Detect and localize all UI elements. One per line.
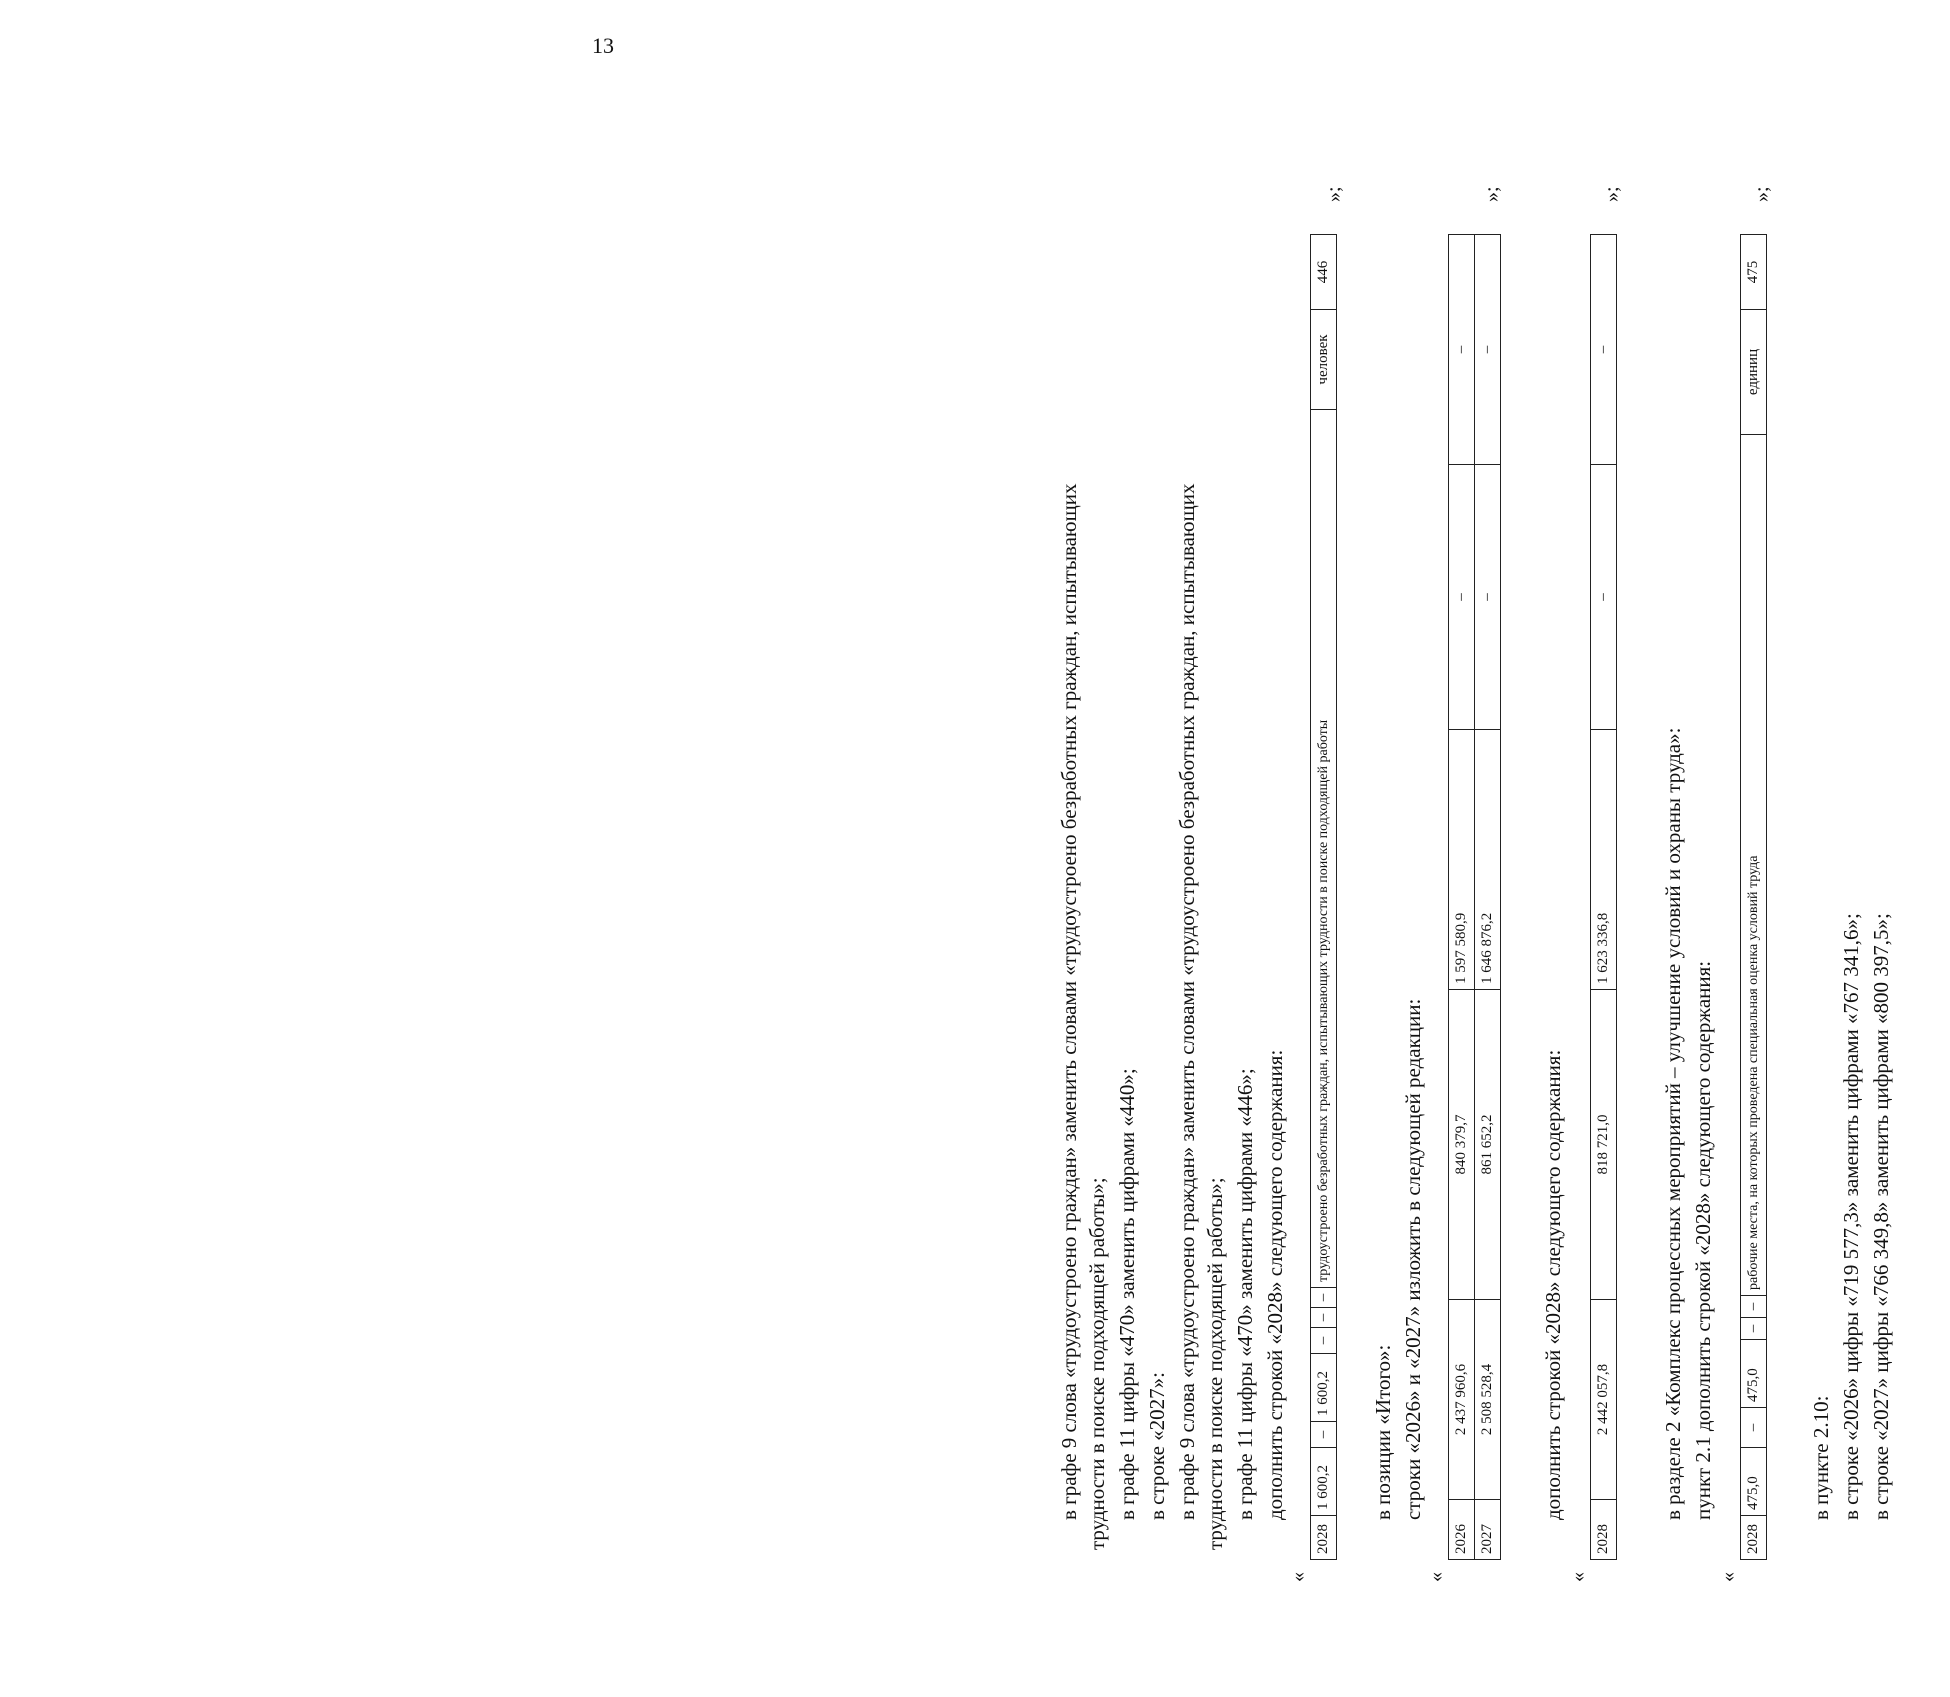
- cell-year: 2028: [1591, 1500, 1617, 1560]
- cell-value: 1 600,2: [1311, 1354, 1337, 1422]
- quote-open: «: [1287, 1572, 1309, 1582]
- table-row: [1475, 235, 1501, 1560]
- page-number: 13: [592, 33, 614, 58]
- paragraph-add-2028: дополнить строкой «2028» следующего содержания:: [1263, 1049, 1287, 1520]
- cell-value: 840 379,7: [1449, 990, 1475, 1300]
- cell-value: 861 652,2: [1475, 990, 1501, 1300]
- paragraph-graph9-2027-line2: трудности в поиске подходящей работы»;: [1203, 1177, 1227, 1550]
- cell-dash: –: [1741, 1296, 1767, 1318]
- cell-value: 1 646 876,2: [1475, 730, 1501, 990]
- cell-year: 2028: [1311, 1516, 1337, 1560]
- cell-dash: –: [1591, 235, 1617, 465]
- cell-unit: единиц: [1741, 310, 1767, 435]
- paragraph-graph11-446: в графе 11 цифры «470» заменить цифрами «446»;: [1233, 1068, 1257, 1520]
- cell-dash: –: [1475, 465, 1501, 730]
- cell-dash: –: [1311, 1288, 1337, 1308]
- quote-close: »;: [1751, 186, 1773, 202]
- table-itogo-2028: [1590, 234, 1617, 1560]
- cell-dash: –: [1311, 1328, 1337, 1354]
- quote-open: «: [1717, 1572, 1739, 1582]
- paragraph-rows-2026-2027: строки «2026» и «2027» изложить в следующей редакции:: [1401, 998, 1425, 1520]
- cell-unit: человек: [1311, 310, 1337, 410]
- paragraph-graph9-2027-line1: в графе 9 слова «трудоустроено граждан» заменить словами «трудоустроено безработных граждан, испытывающих: [1175, 483, 1199, 1520]
- paragraph-point-2-1: пункт 2.1 дополнить строкой «2028» следующего содержания:: [1691, 960, 1715, 1520]
- paragraph-row-2026-replace: в строке «2026» цифры «719 577,3» заменить цифрами «767 341,6»;: [1839, 913, 1863, 1520]
- cell-value: 1 597 580,9: [1449, 730, 1475, 990]
- cell-year: 2028: [1741, 1516, 1767, 1560]
- quote-close: »;: [1323, 186, 1345, 202]
- cell-dash: –: [1311, 1308, 1337, 1328]
- cell-dash: –: [1741, 1408, 1767, 1448]
- paragraph-section-2: в разделе 2 «Комплекс процессных мероприятий – улучшение условий и охраны труда»:: [1661, 727, 1685, 1520]
- cell-value: 475,0: [1741, 1448, 1767, 1516]
- cell-indicator: рабочие места, на которых проведена специальная оценка условий труда: [1741, 435, 1767, 1296]
- cell-dash: –: [1449, 465, 1475, 730]
- paragraph-add-2028-itogo: дополнить строкой «2028» следующего содержания:: [1541, 1049, 1565, 1520]
- cell-dash: –: [1449, 235, 1475, 465]
- quote-close: »;: [1481, 186, 1503, 202]
- cell-dash: –: [1311, 1422, 1337, 1448]
- table-2028-labor-safety: [1740, 234, 1767, 1560]
- rotated-content: [1050, 90, 1950, 1582]
- cell-dash: –: [1741, 1318, 1767, 1340]
- table-row: [1591, 235, 1617, 1560]
- paragraph-row-2027-replace: в строке «2027» цифры «766 349,8» заменить цифрами «800 397,5»;: [1869, 913, 1893, 1520]
- cell-value: 1 600,2: [1311, 1448, 1337, 1516]
- cell-target: 446: [1311, 235, 1337, 310]
- cell-indicator: трудоустроено безработных граждан, испытывающих трудности в поиске подходящей работы: [1311, 410, 1337, 1288]
- table-2028-employment: [1310, 234, 1337, 1560]
- cell-value: 2 437 960,6: [1449, 1300, 1475, 1500]
- paragraph-graph9-2026-line1: в графе 9 слова «трудоустроено граждан» заменить словами «трудоустроено безработных граждан, испытывающих: [1057, 483, 1081, 1520]
- cell-value: 818 721,0: [1591, 990, 1617, 1300]
- cell-value: 1 623 336,8: [1591, 730, 1617, 990]
- paragraph-graph9-2026-line2: трудности в поиске подходящей работы»;: [1085, 1177, 1109, 1550]
- quote-open: «: [1567, 1572, 1589, 1582]
- quote-open: «: [1425, 1572, 1447, 1582]
- table-itogo-2026-2027: [1448, 234, 1501, 1560]
- table-row: [1449, 235, 1475, 1560]
- cell-year: 2027: [1475, 1500, 1501, 1560]
- paragraph-point-2-10: в пункте 2.10:: [1809, 1395, 1833, 1520]
- cell-value: 2 442 057,8: [1591, 1300, 1617, 1500]
- cell-dash: –: [1591, 465, 1617, 730]
- table-row: [1311, 235, 1337, 1560]
- table-row: [1741, 235, 1767, 1560]
- paragraph-row-2027: в строке «2027»:: [1145, 1371, 1169, 1520]
- paragraph-graph11-440: в графе 11 цифры «470» заменить цифрами «440»;: [1115, 1068, 1139, 1520]
- cell-target: 475: [1741, 235, 1767, 310]
- cell-dash: –: [1475, 235, 1501, 465]
- cell-value: 475,0: [1741, 1340, 1767, 1408]
- cell-year: 2026: [1449, 1500, 1475, 1560]
- cell-value: 2 508 528,4: [1475, 1300, 1501, 1500]
- paragraph-itogo: в позиции «Итого»:: [1371, 1344, 1395, 1520]
- quote-close: »;: [1601, 186, 1623, 202]
